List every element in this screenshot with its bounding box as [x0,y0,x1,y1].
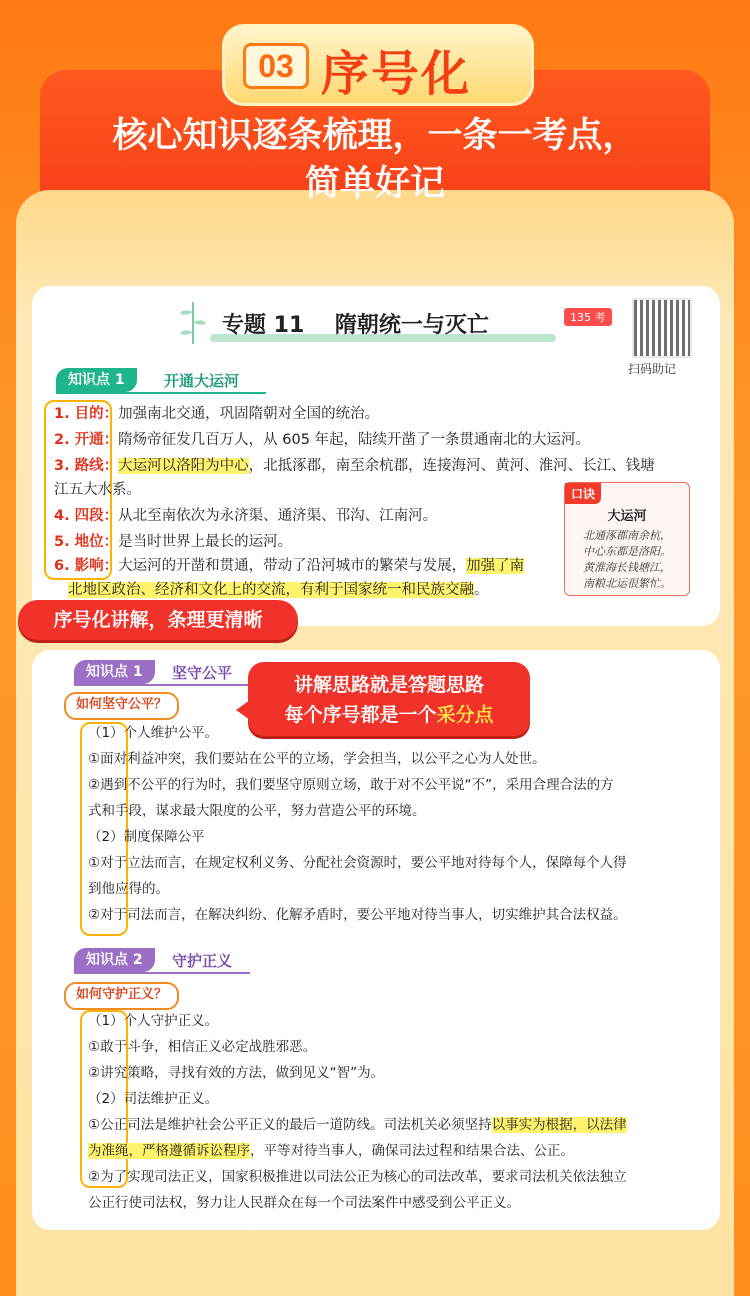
sample-page-card-1 [32,286,720,626]
list-item: （2）制度保障公平 [88,829,205,845]
mnemonic-line: 黄淮海长钱塘江， [583,561,671,574]
list-item: 3. 路线：大运河以洛阳为中心，北抵涿郡，南至余杭郡，连接海河、黄河、淮河、长江、钱塘 [54,458,655,474]
list-item: 1. 目的：加强南北交通，巩固隋朝对全国的统治。 [54,406,380,422]
callout-answer-tips [248,662,530,736]
question-tag: 如何坚守公平？ [64,692,179,720]
list-item: ①敢于斗争，相信正义必定战胜邪恶。 [88,1039,317,1055]
knowledge-point-tag: 知识点 1 [56,368,137,392]
knowledge-point-tag: 知识点 1 [74,660,155,684]
callout-numbering: 序号化讲解，条理更清晰 [18,600,298,640]
mnemonic-tag: 口诀 [565,483,601,504]
mnemonic-line: 中心东都是洛阳。 [583,545,671,558]
mnemonic-title: 大运河 [607,509,647,524]
list-item: 2. 开通：隋炀帝征发几百万人，从 605 年起，陆续开凿了一条贯通南北的大运河。 [54,432,591,448]
list-item: 5. 地位：是当时世界上最长的运河。 [54,534,293,550]
exam-count-badge: 135 考 [564,308,612,326]
bamboo-icon [178,298,208,346]
list-item: 6. 影响：大运河的开凿和贯通，带动了沿河城市的繁荣与发展，加强了南 [54,558,525,574]
mnemonic-box [564,482,690,596]
knowledge-point-tag: 知识点 2 [74,948,155,972]
section-badge [222,24,534,106]
header-line-2: 简单好记 [304,164,445,204]
knowledge-point-underline [74,972,250,974]
knowledge-point-name: 坚守公平 [172,664,233,682]
mnemonic-line: 北通涿郡南余杭， [583,529,671,542]
list-item: ②遇到不公平的行为时，我们要坚守原则立场，敢于对不公平说“不”，采用合理合法的方 [88,777,614,793]
list-item: （1）个人守护正义。 [88,1013,219,1029]
list-item-continued: 式和手段，谋求最大限度的公平，努力营造公平的环境。 [88,803,426,819]
list-item-continued: 为准绳，严格遵循诉讼程序，平等对待当事人，确保司法过程和结果合法、公正。 [88,1143,574,1159]
callout-line-1: 讲解思路就是答题思路 [293,674,484,696]
list-item-continued: 北地区政治、经济和文化上的交流，有利于国家统一和民族交融。 [68,582,489,598]
topic-title: 专题 11 隋朝统一与灭亡 [222,313,489,338]
question-tag: 如何守护正义？ [64,982,179,1010]
list-item: ①对于立法而言，在规定权利义务、分配社会资源时，要公平地对待每个人，保障每个人得 [88,855,627,871]
badge-number: 03 [243,43,309,89]
header-line-1: 核心知识逐条梳理，一条一考点， [112,116,638,156]
list-item: ②为了实现司法正义，国家积极推进以司法公正为核心的司法改革，要求司法机关依法独立 [88,1169,627,1185]
list-item-continued: 到他应得的。 [88,881,169,897]
list-item: ①公正司法是维护社会公平正义的最后一道防线。司法机关必须坚持以事实为根据，以法律 [88,1117,627,1133]
qr-label: 扫码助记 [628,362,677,376]
list-item: ①面对利益冲突，我们要站在公平的立场，学会担当，以公平之心为人处世。 [88,751,546,767]
knowledge-point-name: 开通大运河 [164,372,240,390]
list-item: （2）司法维护正义。 [88,1091,219,1107]
knowledge-point-name: 守护正义 [172,952,233,970]
callout-line-2: 每个序号都是一个采分点 [284,704,494,726]
list-item: （1）个人维护公平。 [88,725,219,741]
list-item-continued: 江五大水系。 [54,482,141,498]
knowledge-point-underline [74,684,250,686]
header-tagline [40,112,710,208]
list-item: ②讲究策略，寻找有效的方法，做到见义“智”为。 [88,1065,385,1081]
knowledge-point-underline [56,392,266,394]
badge-title: 序号化 [321,46,472,102]
list-item-continued: 公正行使司法权，努力让人民群众在每一个司法案件中感受到公平正义。 [88,1195,520,1211]
mnemonic-line: 南粮北运很繁忙。 [583,577,671,590]
list-item: ②对于司法而言，在解决纠纷、化解矛盾时，要公平地对待当事人，切实维护其合法权益。 [88,907,627,923]
list-item: 4. 四段：从北至南依次为永济渠、通济渠、邗沟、江南河。 [54,508,438,524]
sample-page-card-2 [32,650,720,1230]
qr-code[interactable] [632,298,692,358]
